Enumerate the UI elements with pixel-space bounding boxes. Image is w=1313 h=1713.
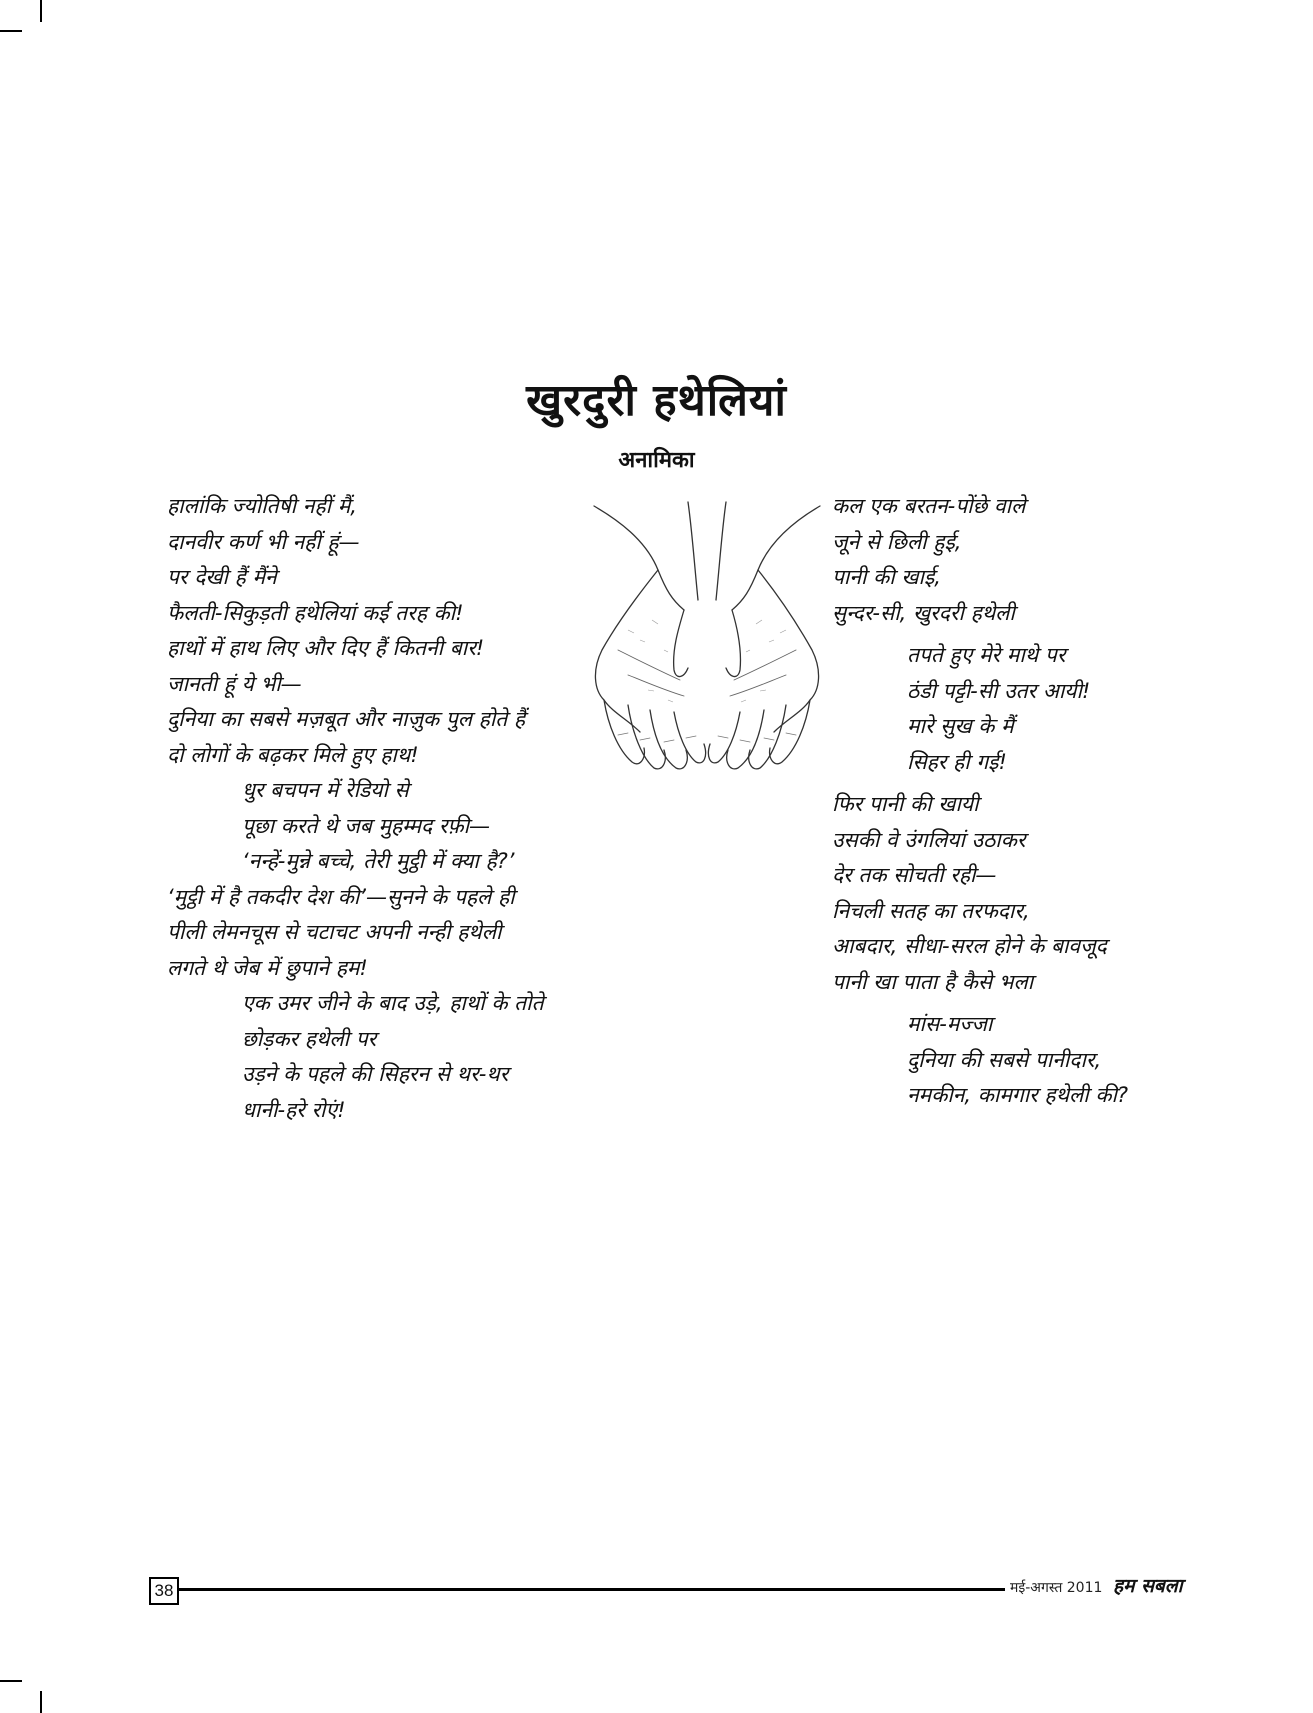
footer-rule: [175, 1588, 1005, 1591]
crop-mark: [0, 1680, 22, 1682]
poem-line: दुनिया की सबसे पानीदार,: [907, 1047, 1102, 1072]
poem-line: सिहर ही गई!: [907, 749, 1007, 774]
poem-line: ‘नन्हें-मुन्ने बच्चे, तेरी मुट्ठी में क्या है?’: [242, 849, 515, 873]
poem-line: मांस-मज्जा: [907, 1012, 993, 1036]
poem-line: उसकी वे उंगलियां उठाकर: [832, 827, 1026, 852]
poem-line: दानवीर कर्ण भी नहीं हूं—: [167, 529, 360, 554]
poem-line: देर तक सोचती रही—: [832, 863, 997, 887]
poem-line: धानी-हरे रोएं!: [242, 1097, 346, 1122]
poem-line: फैलती-सिकुड़ती हथेलियां कई तरह की!: [167, 600, 464, 625]
author-name: अनामिका: [618, 448, 695, 473]
poem-line: छोड़कर हथेली पर: [242, 1026, 377, 1051]
poem-line: पानी खा पाता है कैसे भला: [832, 969, 1034, 994]
crop-mark: [40, 1691, 42, 1713]
poem-line: तपते हुए मेरे माथे पर: [907, 643, 1066, 667]
poem-line: सुन्दर-सी, खुरदरी हथेली: [832, 600, 1015, 625]
poem-line: एक उमर जीने के बाद उड़े, हाथों के तोते: [242, 991, 544, 1015]
stanza-gap: [832, 780, 1128, 787]
poem-line: पूछा करते थे जब मुहम्मद रफ़ी—: [242, 813, 491, 838]
poem-line: धुर बचपन में रेडियो से: [242, 778, 409, 802]
crop-mark: [40, 0, 42, 22]
poem-line: हाथों में हाथ लिए और दिए हैं कितनी बार!: [167, 636, 485, 660]
magazine-logo: हम सबला: [1113, 1575, 1183, 1597]
page-number: 38: [149, 1577, 179, 1605]
poem-column-left: [167, 489, 544, 1128]
poem-line: मारे सुख के मैं: [907, 714, 1014, 738]
poem-line: पर देखी हैं मैंने: [167, 565, 277, 589]
stanza-gap: [832, 631, 1128, 638]
poem-line: जूने से छिली हुई,: [832, 529, 962, 554]
poem-line: आबदार, सीधा-सरल होने के बावजूद: [832, 934, 1107, 958]
page-title: खुरदुरी हथेलियां: [526, 375, 787, 426]
poem-line: उड़ने के पहले की सिहरन से थर-थर: [242, 1062, 509, 1086]
poem-line: पीली लेमनचूस से चटाचट अपनी नन्ही हथेली: [167, 920, 502, 944]
poem-line: दुनिया का सबसे मज़बूत और नाज़ुक पुल होते हैं: [167, 707, 526, 731]
poem-line: नमकीन, कामगार हथेली की?: [907, 1083, 1129, 1107]
poem-line: ठंडी पट्टी-सी उतर आयी!: [907, 678, 1091, 703]
poem-line: फिर पानी की खायी: [832, 792, 979, 816]
poem-line: जानती हूं ये भी—: [167, 671, 302, 696]
poem-line: हालांकि ज्योतिषी नहीं मैं,: [167, 494, 357, 518]
poem-line: कल एक बरतन-पोंछे वाले: [832, 494, 1026, 518]
poem-line: पानी की खाई,: [832, 565, 941, 589]
poem-line: दो लोगों के बढ़कर मिले हुए हाथ!: [167, 742, 419, 767]
crop-mark: [0, 30, 22, 32]
poem-column-right: [832, 489, 1128, 1114]
cupped-hands-illustration: [588, 500, 826, 775]
stanza-gap: [832, 1000, 1128, 1007]
issue-date: मई-अगस्त 2011: [1010, 1580, 1103, 1596]
poem-line: लगते थे जेब में छुपाने हम!: [167, 955, 368, 980]
poem-line: निचली सतह का तरफदार,: [832, 898, 1030, 923]
poem-line: ‘मुट्ठी में है तकदीर देश की’—सुनने के पहले ही: [167, 884, 515, 909]
